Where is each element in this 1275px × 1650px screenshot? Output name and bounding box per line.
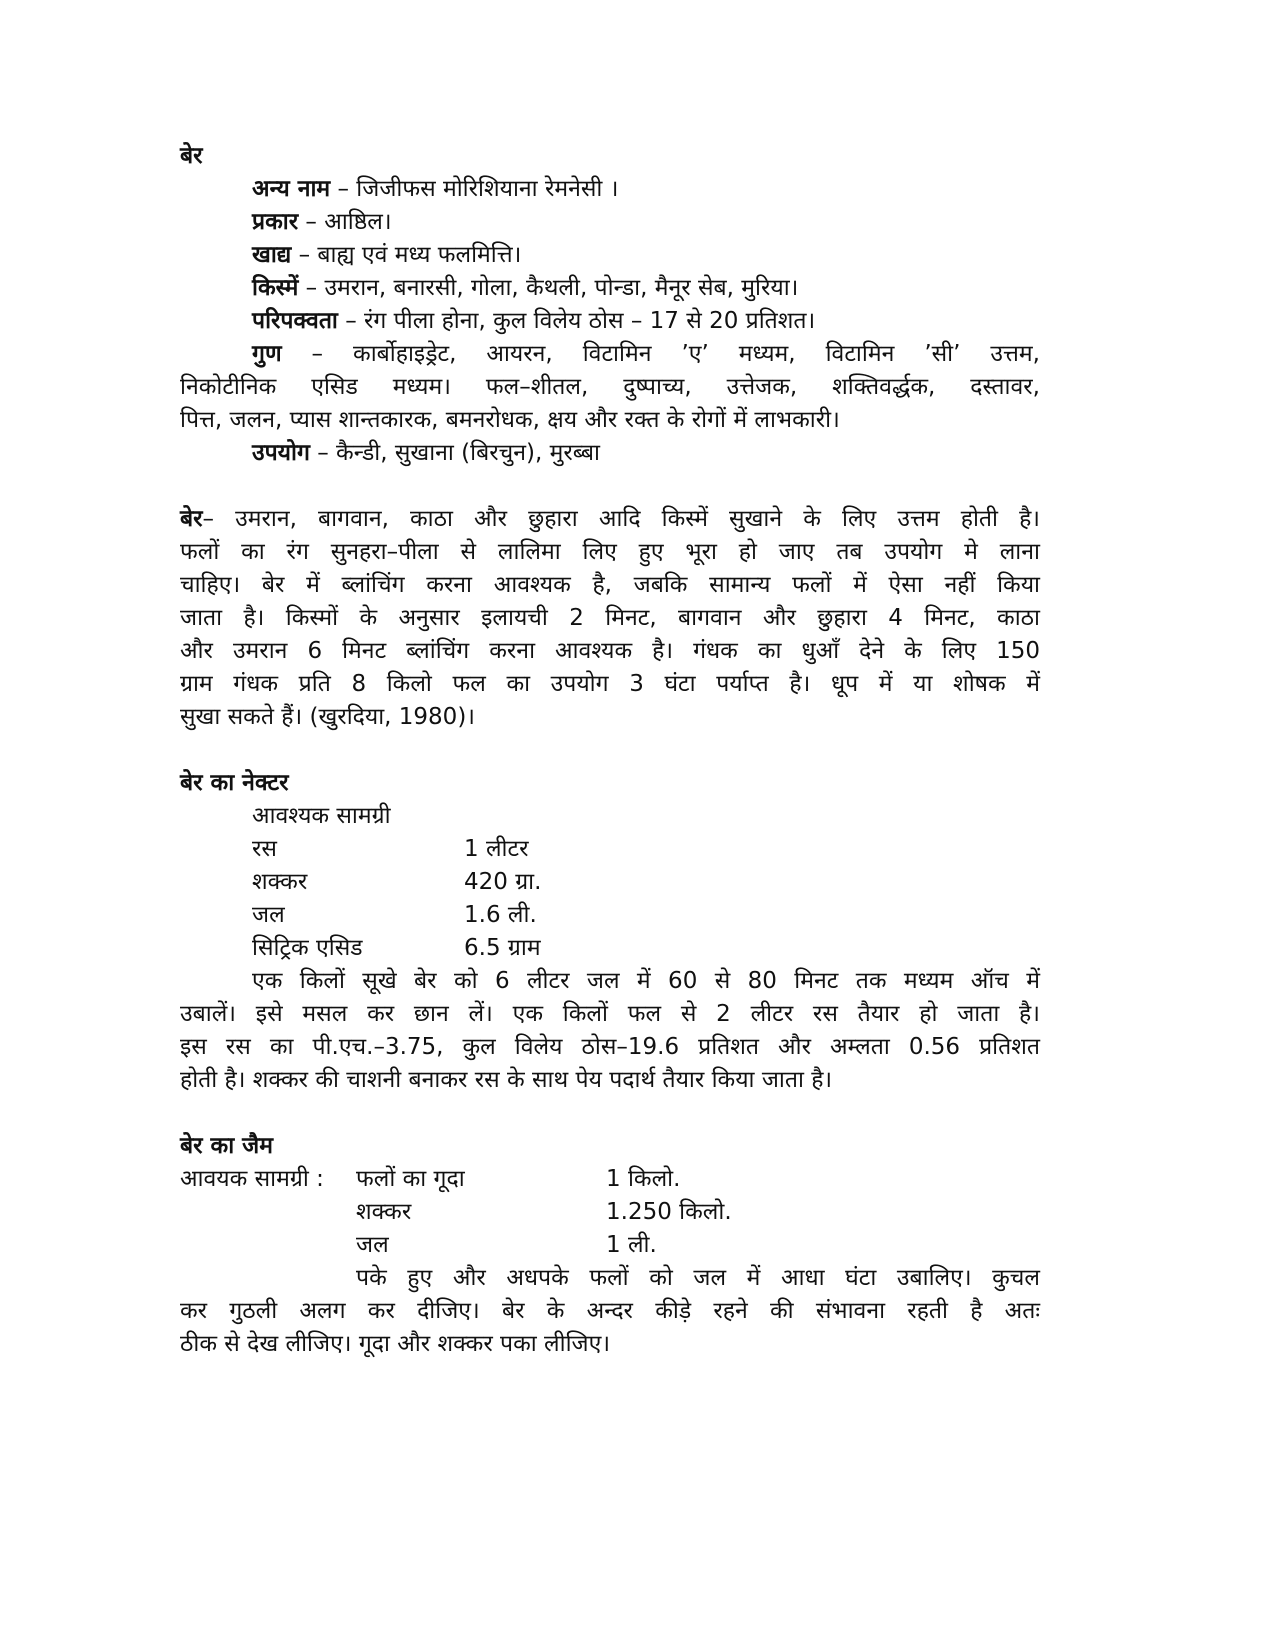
ingredient-qty: 420 ग्रा. (464, 869, 542, 895)
info-key: प्रकार (252, 209, 299, 235)
properties-line (180, 338, 1040, 371)
ingredient-qty: 1 किलो. (606, 1166, 681, 1192)
info-line-varieties (180, 272, 1040, 305)
nectar-ingredient-row (180, 833, 1040, 866)
info-key: खाद्य (252, 242, 292, 268)
jam-ingredient-row (180, 1229, 1040, 1262)
nectar-method-line: इस रस का पी.एच.–3.75, कुल विलेय ठोस–19.6 प्रतिशत और अम्लता 0.56 प्रतिशत (180, 1034, 1040, 1060)
info-value: – आष्ठिल। (298, 209, 392, 235)
nectar-method-line: होती है। शक्कर की चाशनी बनाकर रस के साथ पेय पदार्थ तैयार किया जाता है। (180, 1067, 833, 1093)
nectar-ingredients-label: आवश्यक सामग्री (252, 803, 391, 829)
nectar-method-line: उबालें। इसे मसल कर छान लें। एक किलों फल से 2 लीटर रस तैयार हो जाता है। (180, 1001, 1040, 1027)
drying-paragraph-line: ग्राम गंधक प्रति 8 किलो फल का उपयोग 3 घंटा पर्याप्त है। धूप में या शोषक में (180, 671, 1040, 697)
info-line-uses (180, 437, 1040, 470)
section-title-jam: बेर का जैम (180, 1133, 273, 1159)
nectar-ingredient-row (180, 932, 1040, 965)
ingredient-name: शक्कर (356, 1199, 412, 1225)
ingredient-qty: 1.6 ली. (464, 902, 537, 928)
info-line-edible (180, 239, 1040, 272)
uses-text: – कैन्डी, सुखाना (बिरचुन), मुरब्बा (309, 440, 600, 466)
info-line-maturity (180, 305, 1040, 338)
drying-paragraph-line: जाता है। किस्मों के अनुसार इलायची 2 मिनट, बागवान और छुहारा 4 मिनट, काठा (180, 605, 1040, 631)
uses-key: उपयोग (252, 440, 310, 466)
drying-paragraph-line: सुखा सकते हैं। (खुरदिया, 1980)। (180, 704, 476, 730)
properties-line: निकोटीनिक एसिड मध्यम। फल–शीतल, दुष्पाच्य, उत्तेजक, शक्तिवर्द्धक, दस्तावर, (180, 374, 1040, 400)
info-value: – रंग पीला होना, कुल विलेय ठोस – 17 से 20 प्रतिशत। (337, 308, 816, 334)
section-title-ber: बेर (180, 143, 203, 169)
ingredient-qty: 1.250 किलो. (606, 1199, 732, 1225)
document-page (180, 140, 1040, 1361)
jam-method-line: ठीक से देख लीजिए। गूदा और शक्कर पका लीजिए। (180, 1331, 611, 1357)
info-line-type (180, 206, 1040, 239)
properties-line: पित्त, जलन, प्यास शान्तकारक, बमनरोधक, क्षय और रक्त के रोगों में लाभकारी। (180, 407, 840, 433)
drying-paragraph-line: फलों का रंग सुनहरा–पीला से लालिमा लिए हुए भूरा हो जाए तब उपयोग मे लाना (180, 539, 1040, 565)
drying-key: बेर (180, 506, 203, 532)
nectar-ingredient-row (180, 866, 1040, 899)
drying-text: – उमरान, बागवान, काठा और छुहारा आदि किस्में सुखाने के लिए उत्तम होती है। (202, 506, 1040, 532)
info-key: परिपक्वता (252, 308, 338, 334)
ingredient-qty: 1 ली. (606, 1232, 657, 1258)
properties-key: गुण (252, 341, 282, 367)
nectar-ingredient-row (180, 899, 1040, 932)
jam-method-line: पके हुए और अधपके फलों को जल में आधा घंटा उबालिए। कुचल (356, 1265, 1040, 1291)
info-key: किस्में (252, 275, 299, 301)
info-value: – जिजीफस मोरिशियाना रेमनेसी । (330, 176, 619, 202)
drying-paragraph-line: चाहिए। बेर में ब्लांचिंग करना आवश्यक है, जबकि सामान्य फलों में ऐसा नहीं किया (180, 572, 1040, 598)
ingredient-qty: 1 लीटर (464, 836, 529, 862)
jam-ingredients-label: आवयक सामग्री : (180, 1166, 324, 1192)
info-line-other-name (180, 173, 1040, 206)
properties-text: – कार्बोहाइड्रेट, आयरन, विटामिन ’ए’ मध्यम, विटामिन ’सी’ उत्तम, (281, 341, 1040, 367)
info-value: – बाह्य एवं मध्य फलमित्ति। (291, 242, 522, 268)
ingredient-qty: 6.5 ग्राम (464, 935, 541, 961)
ingredient-name: सिट्रिक एसिड (252, 935, 363, 961)
info-value: – उमरान, बनारसी, गोला, कैथली, पोन्डा, मैनूर सेब, मुरिया। (298, 275, 799, 301)
ingredient-name: रस (252, 836, 277, 862)
jam-method-line: कर गुठली अलग कर दीजिए। बेर के अन्दर कीड़े रहने की संभावना रहती है अतः (180, 1298, 1040, 1324)
section-title-nectar: बेर का नेक्टर (180, 770, 289, 796)
drying-paragraph-line (180, 503, 1040, 536)
jam-ingredient-row (180, 1163, 1040, 1196)
ingredient-name: शक्कर (252, 869, 308, 895)
nectar-method-line: एक किलों सूखे बेर को 6 लीटर जल में 60 से 80 मिनट तक मध्यम ऑच में (252, 968, 1040, 994)
drying-paragraph-line: और उमरान 6 मिनट ब्लांचिंग करना आवश्यक है। गंधक का धुआँ देने के लिए 150 (180, 638, 1040, 664)
ingredient-name: जल (252, 902, 285, 928)
ingredient-name: फलों का गूदा (356, 1166, 465, 1192)
jam-ingredient-row (180, 1196, 1040, 1229)
info-key: अन्य नाम (252, 176, 331, 202)
ingredient-name: जल (356, 1232, 389, 1258)
